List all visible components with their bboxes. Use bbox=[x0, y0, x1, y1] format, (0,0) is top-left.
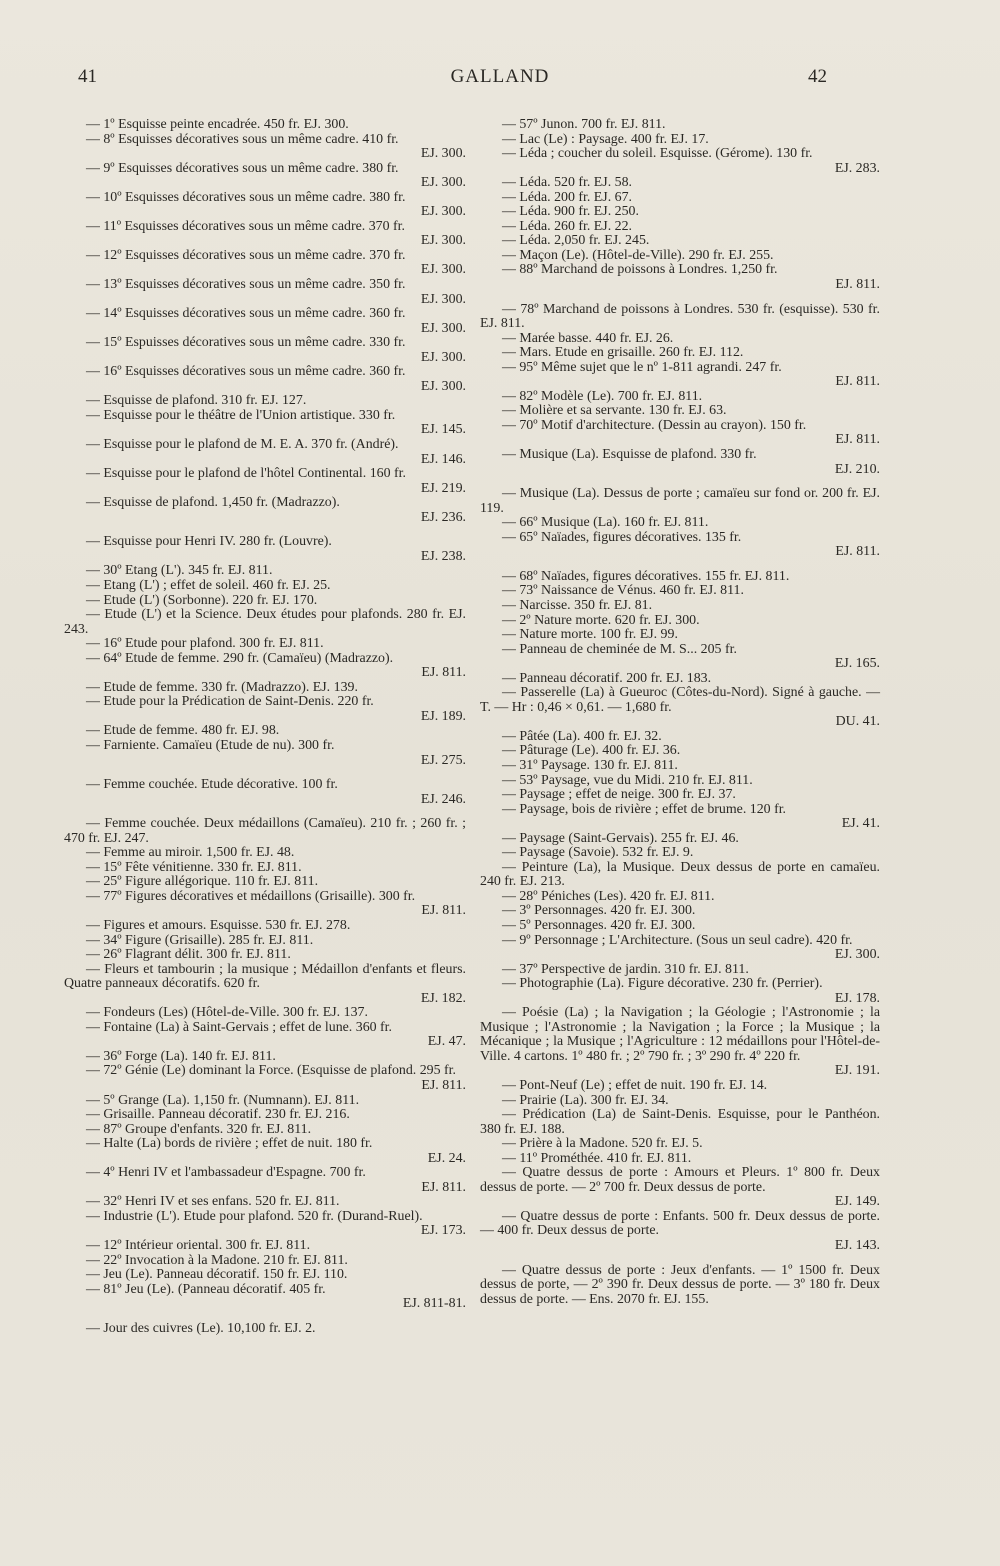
catalogue-entry bbox=[64, 608, 466, 637]
entry-text: — Passerelle (La) à Gueuroc (Côtes-du-Nord). Signé à gauche. — T. — Hr : 0,46 × 0,61. — 1,680 fr. bbox=[480, 685, 880, 715]
catalogue-entry bbox=[480, 963, 880, 978]
entry-reference: EJ. 219. bbox=[420, 480, 466, 496]
entry-text: — Etude (L') (Sorbonne). 220 fr. EJ. 170. bbox=[86, 592, 318, 608]
entry-reference: EJ. 165. bbox=[834, 656, 880, 672]
entry-text: — Molière et sa servante. 130 fr. EJ. 63. bbox=[502, 403, 727, 419]
entry-text: — 15º Fête vénitienne. 330 fr. EJ. 811. bbox=[86, 859, 302, 875]
catalogue-entry bbox=[480, 176, 880, 191]
entry-text: — Femme au miroir. 1,500 fr. EJ. 48. bbox=[86, 845, 295, 861]
entry-reference: EJ. 300. bbox=[834, 947, 880, 963]
catalogue-entry bbox=[64, 1268, 466, 1283]
catalogue-entry bbox=[64, 564, 466, 579]
entry-text: — Pont-Neuf (Le) ; effet de nuit. 190 fr. EJ. 14. bbox=[502, 1078, 768, 1093]
entry-text: — Esquisse de plafond. 310 fr. EJ. 127. bbox=[86, 393, 307, 409]
catalogue-entry bbox=[64, 637, 466, 652]
entry-text: — Prédication (La) de Saint-Denis. Esquisse, pour le Panthéon. 380 fr. EJ. 188. bbox=[480, 1107, 880, 1137]
catalogue-entry bbox=[64, 778, 466, 807]
entry-reference: EJ. 811. bbox=[421, 1078, 466, 1093]
entry-text: — Photographie (La). Figure décorative. 230 fr. (Perrier). bbox=[502, 976, 823, 992]
catalogue-entry bbox=[64, 409, 466, 438]
entry-text: — Quatre dessus de porte : Jeux d'enfants. — 1º 1500 fr. Deux dessus de porte, — 2º 390 fr. Deux dessus de porte. — 3º 180 fr. Deux dessus de porte. — Ens. 2070 fr. EJ. 155. bbox=[480, 1262, 880, 1307]
catalogue-entry bbox=[64, 875, 466, 890]
catalogue-entry bbox=[480, 584, 880, 599]
entry-reference: EJ. 811. bbox=[421, 903, 466, 919]
entry-text: — Peinture (La), la Musique. Deux dessus de porte en camaïeu. 240 fr. EJ. 213. bbox=[480, 859, 880, 890]
catalogue-entry bbox=[64, 1166, 466, 1195]
entry-text: — Mars. Etude en grisaille. 260 fr. EJ. 112. bbox=[502, 345, 744, 361]
entry-text: — 32º Henri IV et ses enfans. 520 fr. EJ. 811. bbox=[86, 1194, 340, 1210]
entry-text: — 95º Même sujet que le nº 1-811 agrandi. 247 fr. bbox=[502, 359, 782, 375]
catalogue-entry bbox=[64, 579, 466, 594]
entry-text: — Esquisse pour Henri IV. 280 fr. (Louvre). bbox=[86, 534, 332, 550]
entry-text: — Femme couchée. Etude décorative. 100 fr. bbox=[86, 777, 338, 793]
entry-text: — 53º Paysage, vue du Midi. 210 fr. EJ. 811. bbox=[502, 772, 753, 788]
catalogue-entry bbox=[480, 390, 880, 405]
entry-text: — Paysage (Saint-Gervais). 255 fr. EJ. 46. bbox=[502, 830, 739, 846]
entry-text: — 87º Groupe d'enfants. 320 fr. EJ. 811. bbox=[86, 1121, 312, 1137]
entry-text: — Narcisse. 350 fr. EJ. 81. bbox=[502, 597, 653, 613]
entry-text: — Pâturage (Le). 400 fr. EJ. 36. bbox=[502, 743, 681, 759]
entry-text: — 9º Esquisses décoratives sous un même cadre. 380 fr. bbox=[86, 160, 399, 176]
entry-reference: EJ. 236. bbox=[420, 509, 466, 525]
entry-text: — 66º Musique (La). 160 fr. EJ. 811. bbox=[502, 515, 709, 531]
entry-text: — Fontaine (La) à Saint-Gervais ; effet de lune. 360 fr. bbox=[86, 1019, 393, 1035]
entry-text: — 12º Esquisses décoratives sous un même cadre. 370 fr. bbox=[86, 247, 406, 263]
entry-text: — Figures et amours. Esquisse. 530 fr. EJ. 278. bbox=[86, 917, 351, 933]
entry-text: — 12º Intérieur oriental. 300 fr. EJ. 811. bbox=[86, 1238, 311, 1254]
entry-reference: EJ. 149. bbox=[834, 1194, 880, 1210]
entry-reference: DU. 41. bbox=[835, 714, 880, 730]
catalogue-entry bbox=[64, 724, 466, 739]
entry-text: — 2º Nature morte. 620 fr. EJ. 300. bbox=[502, 612, 700, 628]
entry-text: — 36º Forge (La). 140 fr. EJ. 811. bbox=[86, 1048, 276, 1064]
catalogue-entry bbox=[64, 220, 466, 249]
catalogue-entry bbox=[64, 133, 466, 162]
entry-text: — 78º Marchand de poissons à Londres. 530 fr. (esquisse). 530 fr. EJ. 811. bbox=[480, 301, 880, 332]
catalogue-entry bbox=[480, 861, 880, 890]
catalogue-entry bbox=[480, 643, 880, 672]
catalogue-entry bbox=[64, 191, 466, 220]
catalogue-entry bbox=[64, 1283, 466, 1312]
catalogue-entry bbox=[64, 467, 466, 496]
entry-text: — Paysage ; effet de neige. 300 fr. EJ. 37. bbox=[502, 787, 736, 803]
entry-text: — Fondeurs (Les) (Hôtel-de-Ville. 300 fr. EJ. 137. bbox=[86, 1005, 368, 1021]
entry-text: — Prière à la Madone. 520 fr. EJ. 5. bbox=[502, 1136, 703, 1152]
entry-reference: EJ. 811. bbox=[835, 277, 880, 293]
catalogue-entry bbox=[64, 890, 466, 919]
catalogue-entry bbox=[480, 147, 880, 176]
entry-text: — Esquisse de plafond. 1,450 fr. (Madrazzo). bbox=[86, 495, 340, 511]
catalogue-entry bbox=[64, 861, 466, 876]
catalogue-entry bbox=[64, 1064, 466, 1093]
entry-text: — Musique (La). Dessus de porte ; camaïeu sur fond or. 200 fr. EJ. 119. bbox=[480, 486, 880, 516]
entry-text: — 8º Esquisses décoratives sous un même cadre. 410 fr. bbox=[86, 131, 399, 147]
catalogue-entry bbox=[64, 695, 466, 724]
entry-reference: EJ. 182. bbox=[420, 990, 466, 1006]
catalogue-entry bbox=[64, 1254, 466, 1269]
catalogue-entry bbox=[64, 652, 466, 681]
entry-reference: EJ. 283. bbox=[834, 160, 880, 176]
catalogue-entry bbox=[480, 1152, 880, 1167]
entry-text: — Paysage (Savoie). 532 fr. EJ. 9. bbox=[502, 845, 694, 861]
catalogue-entry bbox=[64, 118, 466, 133]
entry-text: — 70º Motif d'architecture. (Dessin au crayon). 150 fr. bbox=[502, 417, 807, 433]
catalogue-entry bbox=[480, 220, 880, 235]
entry-text: — Léda. 520 fr. EJ. 58. bbox=[502, 175, 633, 191]
catalogue-entry bbox=[480, 404, 880, 419]
catalogue-entry bbox=[480, 332, 880, 347]
entry-text: — Nature morte. 100 fr. EJ. 99. bbox=[502, 627, 678, 643]
catalogue-entry bbox=[64, 278, 466, 307]
entry-text: — Musique (La). Esquisse de plafond. 330 fr. bbox=[502, 447, 757, 463]
entry-text: — Léda ; coucher du soleil. Esquisse. (Gérome). 130 fr. bbox=[502, 146, 813, 162]
catalogue-entry bbox=[480, 803, 880, 832]
catalogue-entry bbox=[64, 948, 466, 963]
catalogue-entry bbox=[64, 1210, 466, 1239]
entry-text: — Halte (La) bords de rivière ; effet de nuit. 180 fr. bbox=[86, 1136, 373, 1152]
entry-reference: EJ. 300. bbox=[420, 204, 466, 220]
catalogue-entry bbox=[64, 739, 466, 768]
entry-text: — 68º Naïades, figures décoratives. 155 fr. EJ. 811. bbox=[502, 568, 790, 584]
catalogue-entry bbox=[480, 249, 880, 264]
entry-text: — 77º Figures décoratives et médaillons (Grisaille). 300 fr. bbox=[86, 888, 416, 904]
catalogue-entry bbox=[480, 118, 880, 133]
catalogue-entry bbox=[480, 133, 880, 148]
entry-reference: EJ. 47. bbox=[427, 1034, 466, 1050]
catalogue-entry bbox=[480, 346, 880, 361]
entry-text: — Léda. 900 fr. EJ. 250. bbox=[502, 204, 639, 220]
catalogue-entry bbox=[64, 162, 466, 191]
entry-text: — Paysage, bois de rivière ; effet de brume. 120 fr. bbox=[502, 801, 787, 817]
catalogue-entry bbox=[64, 1108, 466, 1123]
entry-text: — 11º Esquisses décoratives sous un même cadre. 370 fr. bbox=[86, 218, 405, 234]
entry-reference: EJ. 238. bbox=[420, 548, 466, 564]
catalogue-entry bbox=[480, 774, 880, 789]
entry-text: — 72º Génie (Le) dominant la Force. (Esquisse de plafond. 295 fr. bbox=[86, 1063, 457, 1079]
catalogue-entry bbox=[480, 1006, 880, 1079]
entry-reference: EJ. 173. bbox=[420, 1223, 466, 1239]
entry-text: — 16º Etude pour plafond. 300 fr. EJ. 811. bbox=[86, 636, 324, 652]
entry-reference: EJ. 811. bbox=[421, 1179, 466, 1195]
entry-text: — 30º Etang (L'). 345 fr. EJ. 811. bbox=[86, 563, 273, 579]
catalogue-entry bbox=[480, 1094, 880, 1109]
entry-text: — Jour des cuivres (Le). 10,100 fr. EJ. 2. bbox=[86, 1320, 316, 1336]
entry-text: — 5º Personnages. 420 fr. EJ. 300. bbox=[502, 917, 696, 933]
catalogue-entry bbox=[480, 1166, 880, 1210]
entry-reference: EJ. 300. bbox=[420, 320, 466, 336]
entry-reference: EJ. 300. bbox=[420, 291, 466, 307]
entry-text: — Esquisse pour le plafond de l'hôtel Continental. 160 fr. bbox=[86, 466, 407, 482]
entry-text: — 3º Personnages. 420 fr. EJ. 300. bbox=[502, 903, 696, 919]
entry-text: — 31º Paysage. 130 fr. EJ. 811. bbox=[502, 757, 678, 773]
entry-text: — 81º Jeu (Le). (Panneau décoratif. 405 fr. bbox=[86, 1281, 326, 1297]
catalogue-entry bbox=[64, 1006, 466, 1021]
catalogue-entry bbox=[480, 744, 880, 759]
catalogue-entry bbox=[480, 599, 880, 614]
entry-reference: EJ. 811. bbox=[835, 544, 880, 560]
catalogue-entry bbox=[480, 1108, 880, 1137]
entry-text: — Fleurs et tambourin ; la musique ; Médaillon d'enfants et fleurs. Quatre panneaux décoratifs. 620 fr. bbox=[64, 961, 466, 992]
catalogue-entry bbox=[480, 672, 880, 687]
catalogue-entry bbox=[64, 394, 466, 409]
entry-text: — 34º Figure (Grisaille). 285 fr. EJ. 811. bbox=[86, 932, 314, 948]
entry-text: — 82º Modèle (Le). 700 fr. EJ. 811. bbox=[502, 388, 703, 404]
catalogue-entry bbox=[480, 361, 880, 390]
left-page-number: 41 bbox=[78, 66, 97, 87]
entry-reference: EJ. 178. bbox=[834, 990, 880, 1006]
entry-text: — Léda. 200 fr. EJ. 67. bbox=[502, 189, 633, 205]
catalogue-entry bbox=[480, 846, 880, 861]
catalogue-entry bbox=[480, 1264, 880, 1308]
catalogue-entry bbox=[64, 307, 466, 336]
entry-text: — 14º Esquisses décoratives sous un même cadre. 360 fr. bbox=[86, 306, 406, 322]
running-title: GALLAND bbox=[450, 66, 550, 87]
entry-text: — Panneau de cheminée de M. S... 205 fr. bbox=[502, 641, 737, 657]
catalogue-entry bbox=[64, 934, 466, 949]
entry-reference: EJ. 143. bbox=[834, 1238, 880, 1254]
catalogue-entry bbox=[64, 1239, 466, 1254]
entry-text: — 16º Esquisses décoratives sous un même cadre. 360 fr. bbox=[86, 364, 406, 380]
catalogue-entry bbox=[64, 1050, 466, 1065]
entry-text: — Farniente. Camaïeu (Etude de nu). 300 fr. bbox=[86, 737, 335, 753]
entry-text: — Léda. 2,050 fr. EJ. 245. bbox=[502, 233, 650, 249]
entry-text: — Marée basse. 440 fr. EJ. 26. bbox=[502, 330, 674, 346]
entry-reference: EJ. 41. bbox=[841, 816, 880, 832]
catalogue-entry bbox=[480, 516, 880, 531]
catalogue-entry bbox=[480, 448, 880, 477]
catalogue-entry bbox=[480, 487, 880, 516]
right-page-number: 42 bbox=[808, 66, 827, 87]
catalogue-entry bbox=[480, 531, 880, 560]
entry-reference: EJ. 246. bbox=[420, 791, 466, 807]
entry-text: — 65º Naïades, figures décoratives. 135 fr. bbox=[502, 529, 742, 545]
entry-reference: EJ. 24. bbox=[427, 1150, 466, 1166]
catalogue-entry bbox=[64, 1195, 466, 1210]
catalogue-entry bbox=[64, 1322, 466, 1337]
catalogue-entry bbox=[480, 919, 880, 934]
catalogue-entry bbox=[480, 730, 880, 745]
catalogue-entry bbox=[64, 249, 466, 278]
entry-text: — Etang (L') ; effet de soleil. 460 fr. EJ. 25. bbox=[86, 577, 331, 593]
entry-text: — 5º Grange (La). 1,150 fr. (Numnann). EJ. 811. bbox=[86, 1092, 360, 1108]
catalogue-entry bbox=[64, 1123, 466, 1138]
entry-reference: EJ. 275. bbox=[420, 752, 466, 768]
entry-reference: EJ. 300. bbox=[420, 175, 466, 191]
entry-reference: EJ. 811. bbox=[835, 432, 880, 448]
catalogue-entry bbox=[480, 628, 880, 643]
catalogue-entry bbox=[64, 594, 466, 609]
entry-text: — Etude de femme. 330 fr. (Madrazzo). EJ. 139. bbox=[86, 679, 358, 695]
catalogue-entry bbox=[480, 1137, 880, 1152]
entry-text: — Industrie (L'). Etude pour plafond. 520 fr. (Durand-Ruel). bbox=[86, 1208, 423, 1224]
entry-text: — Poésie (La) ; la Navigation ; la Géologie ; l'Astronomie ; la Musique ; l'Astronomie ; la Navigation ; la Force ; la Musique ; la Mécanique ; la Musique ; l'Agriculture : 12 médaillons pour l'Hôtel-de-Ville. 4 cartons. 1º 480 fr. ; 2º 790 fr. ; 3º 290 fr. 4º 220 fr. bbox=[480, 1005, 880, 1064]
entry-reference: EJ. 300. bbox=[420, 146, 466, 162]
entry-reference: EJ. 189. bbox=[420, 708, 466, 724]
entry-text: — Panneau décoratif. 200 fr. EJ. 183. bbox=[502, 670, 712, 686]
catalogue-entry bbox=[64, 496, 466, 525]
entry-reference: EJ. 300. bbox=[420, 378, 466, 394]
entry-text: — 22º Invocation à la Madone. 210 fr. EJ. 811. bbox=[86, 1252, 348, 1268]
entry-reference: EJ. 811-81. bbox=[402, 1296, 466, 1312]
catalogue-entry bbox=[480, 303, 880, 332]
catalogue-entry bbox=[64, 365, 466, 394]
catalogue-entry bbox=[480, 788, 880, 803]
catalogue-entry bbox=[480, 686, 880, 730]
entry-text: — 64º Etude de femme. 290 fr. (Camaïeu) (Madrazzo). bbox=[86, 650, 394, 666]
catalogue-entry bbox=[64, 535, 466, 564]
entry-text: — Léda. 260 fr. EJ. 22. bbox=[502, 218, 633, 234]
catalogue-entry bbox=[64, 681, 466, 696]
catalogue-entry bbox=[64, 1021, 466, 1050]
catalogue-entry bbox=[480, 759, 880, 774]
catalogue-entry bbox=[64, 1094, 466, 1109]
entry-reference: EJ. 191. bbox=[834, 1063, 880, 1079]
entry-text: — Etude pour la Prédication de Saint-Denis. 220 fr. bbox=[86, 694, 374, 710]
entry-text: — Femme couchée. Deux médaillons (Camaïeu). 210 fr. ; 260 fr. ; 470 fr. EJ. 247. bbox=[64, 816, 466, 846]
catalogue-entry bbox=[480, 234, 880, 249]
left-column bbox=[64, 118, 466, 1336]
entry-reference: EJ. 145. bbox=[420, 422, 466, 438]
entry-reference: EJ. 146. bbox=[420, 451, 466, 467]
catalogue-entry bbox=[480, 263, 880, 292]
entry-text: — Etude (L') et la Science. Deux études pour plafonds. 280 fr. EJ. 243. bbox=[64, 607, 466, 637]
entry-text: — 26º Flagrant délit. 300 fr. EJ. 811. bbox=[86, 947, 291, 963]
entry-text: — Etude de femme. 480 fr. EJ. 98. bbox=[86, 723, 280, 739]
catalogue-entry bbox=[480, 1210, 880, 1254]
catalogue-entry bbox=[480, 890, 880, 905]
catalogue-entry bbox=[64, 846, 466, 861]
catalogue-entry bbox=[480, 419, 880, 448]
entry-text: — Jeu (Le). Panneau décoratif. 150 fr. EJ. 110. bbox=[86, 1267, 348, 1283]
entry-text: — 57º Junon. 700 fr. EJ. 811. bbox=[502, 117, 666, 132]
entry-text: — 4º Henri IV et l'ambassadeur d'Espagne. 700 fr. bbox=[86, 1165, 366, 1181]
catalogue-entry bbox=[480, 977, 880, 1006]
entry-text: — 15º Espuisses décoratives sous un même cadre. 330 fr. bbox=[86, 335, 406, 351]
entry-text: — Prairie (La). 300 fr. EJ. 34. bbox=[502, 1092, 669, 1108]
entry-text: — Quatre dessus de porte : Amours et Pleurs. 1º 800 fr. Deux dessus de porte. — 2º 700 fr. Deux dessus de porte. bbox=[480, 1165, 880, 1195]
catalogue-entry bbox=[480, 614, 880, 629]
entry-text: — 28º Péniches (Les). 420 fr. EJ. 811. bbox=[502, 888, 715, 904]
catalogue-entry bbox=[480, 1079, 880, 1094]
catalogue-entry bbox=[64, 963, 466, 1007]
entry-reference: EJ. 210. bbox=[834, 461, 880, 477]
catalogue-entry bbox=[64, 919, 466, 934]
catalogue-entry bbox=[480, 570, 880, 585]
entry-reference: EJ. 300. bbox=[420, 233, 466, 249]
entry-text: — Lac (Le) : Paysage. 400 fr. EJ. 17. bbox=[502, 131, 709, 147]
entry-text: — 73º Naissance de Vénus. 460 fr. EJ. 811. bbox=[502, 583, 744, 599]
entry-text: — Maçon (Le). (Hôtel-de-Ville). 290 fr. EJ. 255. bbox=[502, 247, 774, 263]
entry-text: — Grisaille. Panneau décoratif. 230 fr. EJ. 216. bbox=[86, 1107, 350, 1123]
entry-text: — 25º Figure allégorique. 110 fr. EJ. 811. bbox=[86, 874, 319, 890]
catalogue-entry bbox=[64, 438, 466, 467]
entry-reference: EJ. 300. bbox=[420, 262, 466, 278]
catalogue-entry bbox=[480, 934, 880, 963]
entry-text: — 88º Marchand de poissons à Londres. 1,250 fr. bbox=[502, 262, 778, 278]
entry-text: — 37º Perspective de jardin. 310 fr. EJ. 811. bbox=[502, 961, 749, 977]
entry-text: — 9º Personnage ; L'Architecture. (Sous un seul cadre). 420 fr. bbox=[502, 932, 853, 948]
entry-text: — Esquisse pour le plafond de M. E. A. 370 fr. (André). bbox=[86, 437, 399, 453]
entry-text: — 10º Esquisses décoratives sous un même cadre. 380 fr. bbox=[86, 189, 406, 205]
catalogue-entry bbox=[64, 817, 466, 846]
entry-reference: EJ. 811. bbox=[421, 665, 466, 681]
right-column bbox=[480, 118, 880, 1307]
catalogue-entry bbox=[480, 904, 880, 919]
entry-text: — Quatre dessus de porte : Enfants. 500 fr. Deux dessus de porte. — 400 fr. Deux dessus de porte. bbox=[480, 1208, 880, 1239]
entry-text: — 1º Esquisse peinte encadrée. 450 fr. EJ. 300. bbox=[86, 117, 349, 132]
entry-reference: EJ. 811. bbox=[835, 374, 880, 390]
entry-reference: EJ. 300. bbox=[420, 349, 466, 365]
catalogue-entry bbox=[480, 205, 880, 220]
catalogue-entry bbox=[480, 832, 880, 847]
entry-text: — Esquisse pour le théâtre de l'Union artistique. 330 fr. bbox=[86, 407, 396, 423]
entry-text: — Pâtée (La). 400 fr. EJ. 32. bbox=[502, 728, 662, 744]
entry-text: — 11º Prométhée. 410 fr. EJ. 811. bbox=[502, 1150, 692, 1166]
entry-text: — 13º Esquisses décoratives sous un même cadre. 350 fr. bbox=[86, 277, 406, 293]
catalogue-entry bbox=[480, 191, 880, 206]
catalogue-entry bbox=[64, 336, 466, 365]
catalogue-entry bbox=[64, 1137, 466, 1166]
